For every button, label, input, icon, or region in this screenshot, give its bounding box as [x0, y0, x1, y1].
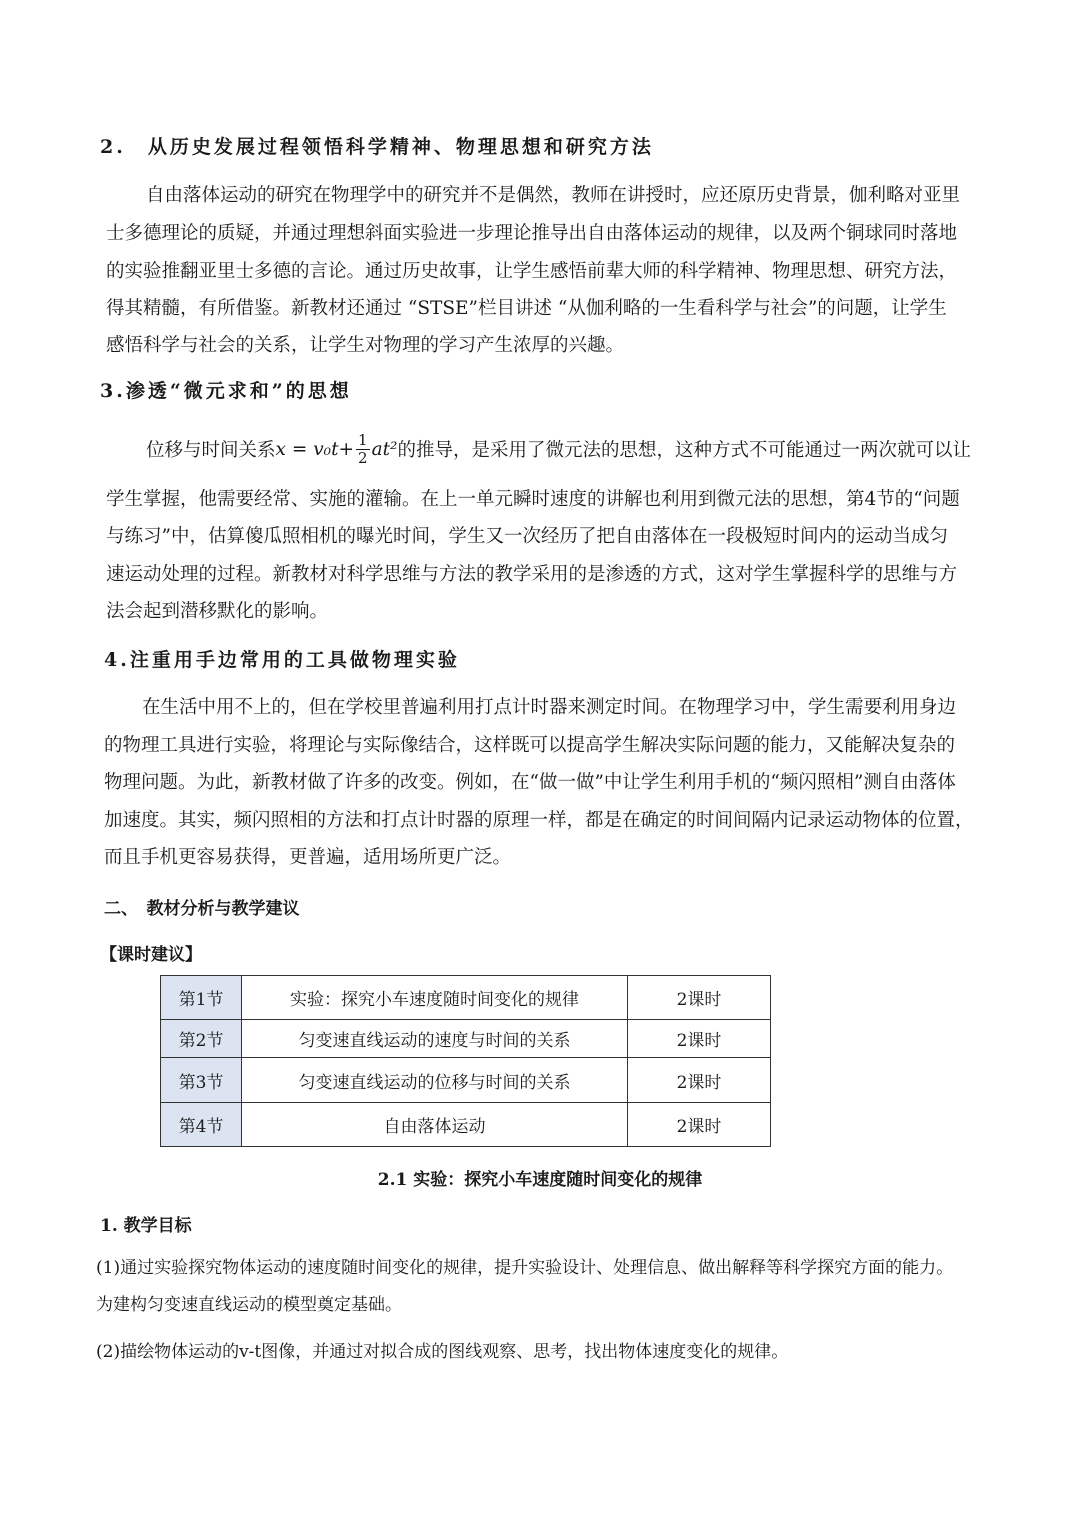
section-4-heading: 4.注重用手边常用的工具做物理实验	[104, 649, 460, 671]
goal-2-line: (2)描绘物体运动的v-t图像，并通过对拟合成的图线观察、思考，找出物体速度变化的规律。	[96, 1342, 789, 1362]
section-cell: 第1节	[161, 976, 242, 1020]
section-4-line: 物理问题。为此，新教材做了许多的改变。例如，在“做一做”中让学生利用手机的“频闪照相”测自由落体	[104, 772, 956, 793]
goal-heading: 1. 教学目标	[100, 1216, 192, 1236]
section-cell: 第2节	[161, 1020, 242, 1058]
title-cell: 自由落体运动	[242, 1103, 628, 1147]
schedule-label: 【课时建议】	[100, 945, 202, 965]
section-3-heading: 3.渗透“微元求和”的思想	[100, 380, 352, 402]
section-2-line: 自由落体运动的研究在物理学中的研究并不是偶然，教师在讲授时，应还原历史背景，伽利略对亚里	[146, 185, 961, 206]
lesson-title: 2.1 实验：探究小车速度随时间变化的规律	[377, 1170, 703, 1190]
section-2-line: 感悟科学与社会的关系，让学生对物理的学习产生浓厚的兴趣。	[106, 335, 625, 356]
section-4-line: 加速度。其实，频闪照相的方法和打点计时器的原理一样，都是在确定的时间间隔内记录运动物体的位置，	[104, 810, 974, 831]
hours-cell: 2课时	[628, 976, 771, 1020]
table-row	[161, 1103, 771, 1147]
table-row	[161, 1058, 771, 1103]
hours-cell: 2课时	[628, 1058, 771, 1103]
section-3-line: 与练习”中，估算傻瓜照相机的曝光时间，学生又一次经历了把自由落体在一段极短时间内的运动当成匀	[106, 526, 948, 547]
part-2-heading: 二、 教材分析与教学建议	[104, 899, 300, 919]
formula-fraction	[356, 432, 370, 466]
section-3-line: 学生掌握，他需要经常、实施的灌输。在上一单元瞬时速度的讲解也利用到微元法的思想，第4节的“问题	[106, 489, 960, 510]
formula-prefix: 位移与时间关系	[146, 440, 276, 461]
section-2-line: 的实验推翻亚里士多德的言论。通过历史故事，让学生感悟前辈大师的科学精神、物理思想、研究方法，	[106, 261, 958, 282]
formula-line	[146, 424, 971, 474]
formula-main: x = v₀t+	[275, 438, 355, 460]
formula-suffix: 的推导，是采用了微元法的思想，这种方式不可能通过一两次就可以让	[397, 440, 971, 461]
section-2-heading: 2. 从历史发展过程领悟科学精神、物理思想和研究方法	[100, 136, 654, 158]
schedule-table	[160, 975, 771, 1147]
goal-1-line: 为建构匀变速直线运动的模型奠定基础。	[96, 1295, 402, 1315]
section-3-line: 速运动处理的过程。新教材对科学思维与方法的教学采用的是渗透的方式，这对学生掌握科学的思维与方	[106, 564, 958, 585]
formula-denominator: 2	[358, 448, 368, 467]
formula-tail: at²	[371, 438, 398, 460]
title-cell: 实验：探究小车速度随时间变化的规律	[242, 976, 628, 1020]
section-cell: 第4节	[161, 1103, 242, 1147]
section-3-line: 法会起到潜移默化的影响。	[106, 601, 329, 622]
goal-1-line: (1)通过实验探究物体运动的速度随时间变化的规律，提升实验设计、处理信息、做出解释等科学探究方面的能力。	[96, 1258, 954, 1278]
section-4-line: 而且手机更容易获得，更普遍，适用场所更广泛。	[104, 847, 512, 868]
hours-cell: 2课时	[628, 1020, 771, 1058]
hours-cell: 2课时	[628, 1103, 771, 1147]
table-row	[161, 976, 771, 1020]
title-cell: 匀变速直线运动的位移与时间的关系	[242, 1058, 628, 1103]
title-cell: 匀变速直线运动的速度与时间的关系	[242, 1020, 628, 1058]
section-4-line: 在生活中用不上的，但在学校里普遍利用打点计时器来测定时间。在物理学习中，学生需要利用身边	[142, 697, 957, 718]
section-4-line: 的物理工具进行实验，将理论与实际像结合，这样既可以提高学生解决实际问题的能力，又能解决复杂的	[104, 735, 956, 756]
section-cell: 第3节	[161, 1058, 242, 1103]
formula-numerator: 1	[358, 431, 368, 449]
section-2-line: 得其精髓，有所借鉴。新教材还通过 “STSE”栏目讲述 “从伽利略的一生看科学与社会”的问题，让学生	[106, 298, 947, 319]
section-2-line: 士多德理论的质疑，并通过理想斜面实验进一步理论推导出自由落体运动的规律，以及两个铜球同时落地	[106, 223, 958, 244]
table-row	[161, 1020, 771, 1058]
